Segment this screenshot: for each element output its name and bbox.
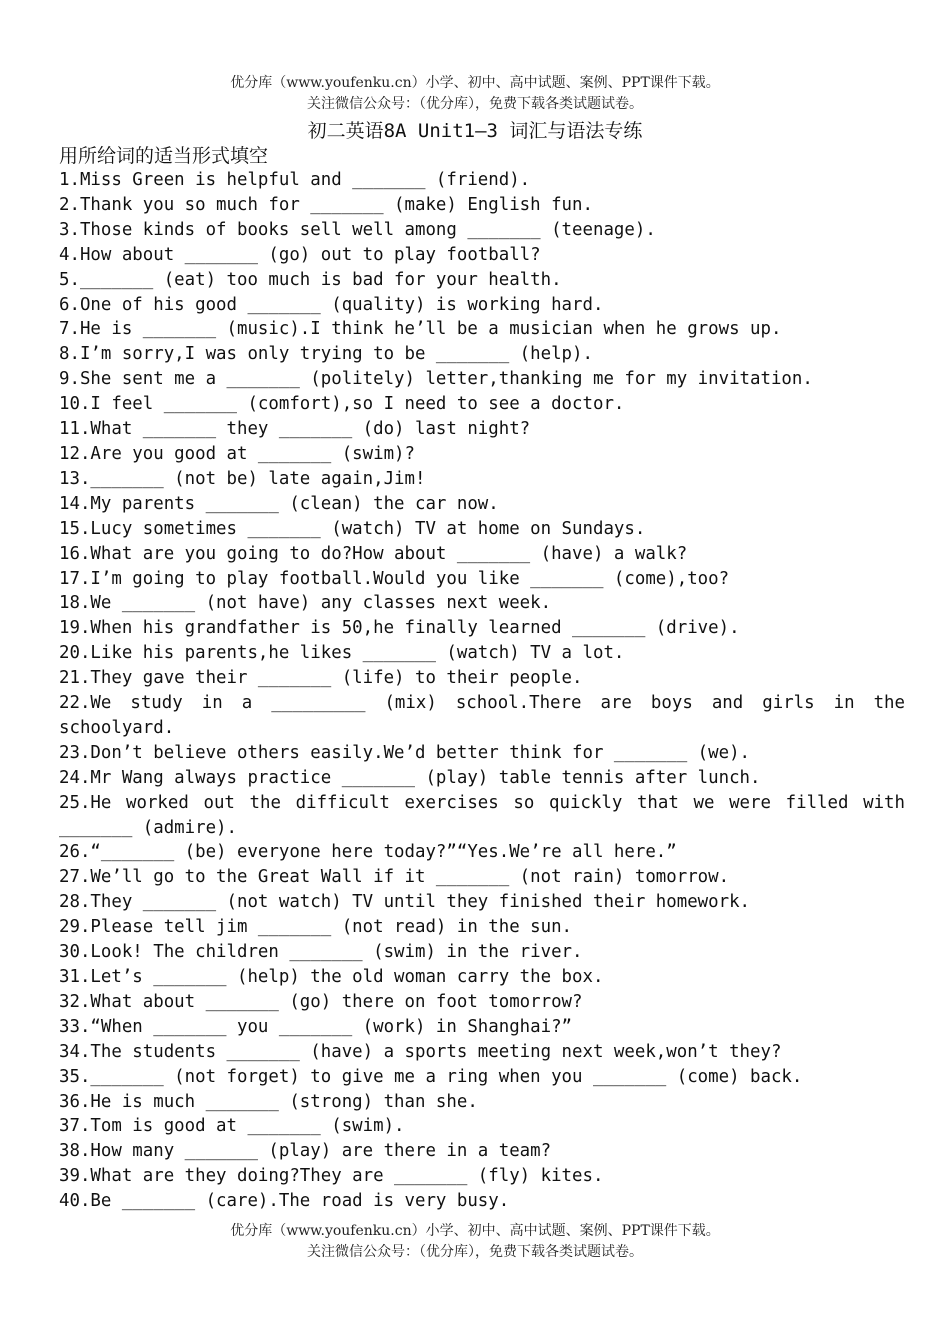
question-item: 40.Be _______ (care).The road is very busy. [59,1191,510,1212]
question-item: 38.How many _______ (play) are there in a team? [59,1141,552,1162]
question-item: 12.Are you good at _______ (swim)? [59,443,415,464]
question-item: 35._______ (not forget) to give me a ring when you _______ (come) back. [59,1066,803,1087]
question-item: 9.She sent me a _______ (politely) letter,thanking me for my invitation. [59,369,813,390]
page-footer [0,1221,950,1263]
question-item: 5._______ (eat) too much is bad for your health. [59,269,562,290]
question-item: 24.Mr Wang always practice _______ (play) table tennis after lunch. [59,767,761,788]
question-item: 27.We’ll go to the Great Wall if it _______ (not rain) tomorrow. [59,867,730,888]
footer-line-1: 优分库（www.youfenku.cn）小学、初中、高中试题、案例、PPT课件下载。 [230,1223,720,1239]
question-item: 1.Miss Green is helpful and _______ (friend). [59,170,531,190]
question-item: 34.The students _______ (have) a sports meeting next week,won’t they? [59,1041,782,1062]
header-line-1: 优分库（www.youfenku.cn）小学、初中、高中试题、案例、PPT课件下载。 [230,75,720,91]
question-item: 36.He is much _______ (strong) than she. [59,1091,478,1112]
question-item: 20.Like his parents,he likes _______ (watch) TV a lot. [59,643,625,664]
question-item: 7.He is _______ (music).I think he’ll be a musician when he grows up. [59,319,782,340]
instruction: 用所给词的适当形式填空 [59,145,269,167]
question-item: 16.What are you going to do?How about _______ (have) a walk? [59,543,688,564]
question-item: 2.Thank you so much for _______ (make) English fun. [59,194,593,215]
question-item: 15.Lucy sometimes _______ (watch) TV at home on Sundays. [59,518,646,539]
question-item: 21.They gave their _______ (life) to their people. [59,668,583,689]
header-line-2: 关注微信公众号：（优分库），免费下载各类试题试卷。 [307,96,643,112]
question-item: 39.What are they doing?They are _______ (fly) kites. [59,1166,604,1187]
question-item: 4.How about _______ (go) out to play football? [59,244,541,265]
document-title: 初二英语8A Unit1—3 词汇与语法专练 [307,120,643,142]
question-item: 14.My parents _______ (clean) the car now. [59,493,499,514]
question-item: 30.Look! The children _______ (swim) in the river. [59,942,583,963]
question-list [59,168,916,1214]
footer-line-2: 关注微信公众号：（优分库），免费下载各类试题试卷。 [307,1244,643,1260]
question-item: 6.One of his good _______ (quality) is working hard. [59,294,604,315]
question-item: 37.Tom is good at _______ (swim). [59,1116,405,1137]
question-item: 10.I feel _______ (comfort),so I need to see a doctor. [59,394,625,415]
question-item: 31.Let’s _______ (help) the old woman carry the box. [59,967,604,987]
question-item: 23.Don’t believe others easily.We’d better think for _______ (we). [59,742,751,763]
question-item: 25.He worked out the difficult exercises so quickly that we were filled with _______ (admire). [59,792,916,838]
question-item: 22.We study in a _________ (mix) school.There are boys and girls in the schoolyard. [59,693,916,738]
question-item: 13._______ (not be) late again,Jim! [59,468,426,489]
question-item: 29.Please tell jim _______ (not read) in the sun. [59,917,573,938]
page-header [0,73,950,115]
question-item: 28.They _______ (not watch) TV until they finished their homework. [59,892,751,913]
question-item: 8.I’m sorry,I was only trying to be _______ (help). [59,344,593,365]
question-item: 32.What about _______ (go) there on foot tomorrow? [59,991,583,1012]
question-item: 26.“_______ (be) everyone here today?”“Yes.We’re all here.” [59,842,677,863]
question-item: 33.“When _______ you _______ (work) in Shanghai?” [59,1016,573,1037]
question-item: 3.Those kinds of books sell well among _______ (teenage). [59,219,656,240]
question-item: 17.I’m going to play football.Would you like _______ (come),too? [59,568,730,589]
question-item: 11.What _______ they _______ (do) last night? [59,419,531,440]
question-item: 19.When his grandfather is 50,he finally learned _______ (drive). [59,618,740,639]
question-item: 18.We _______ (not have) any classes next week. [59,593,552,614]
